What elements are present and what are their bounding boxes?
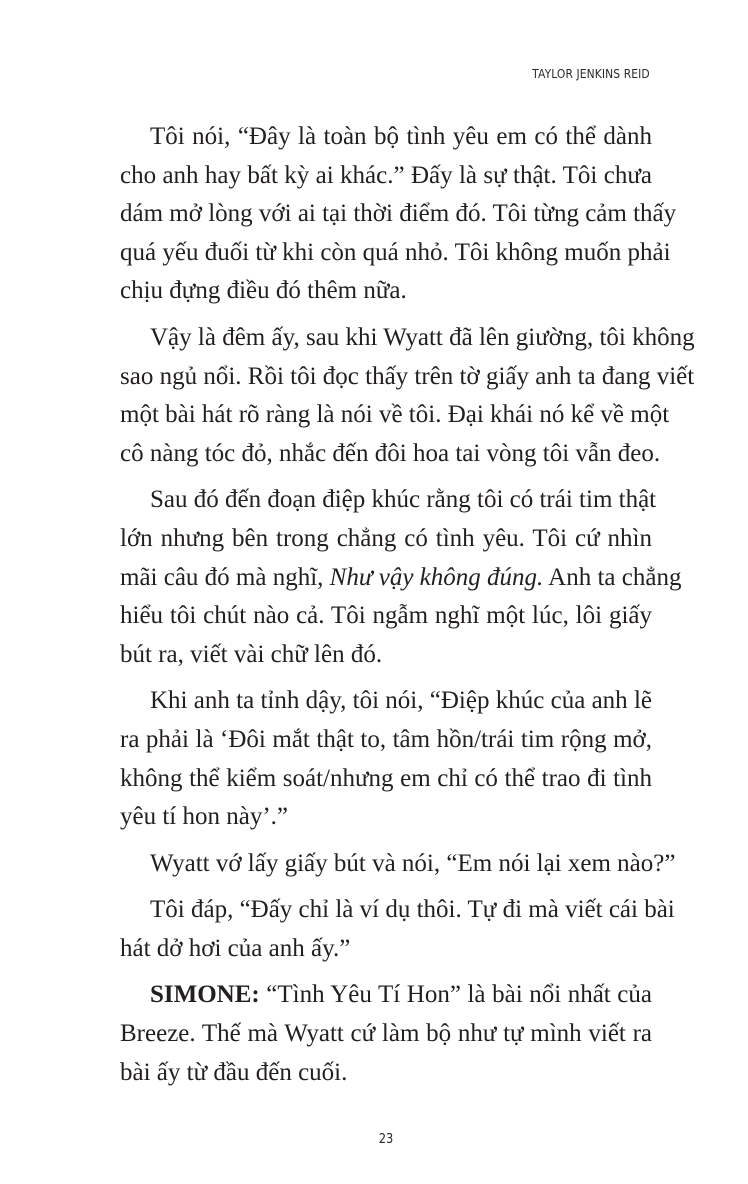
text-line: [120, 358, 695, 397]
text-segment: bài ấy từ đầu đến cuối.: [120, 1058, 348, 1086]
text-line: [120, 481, 657, 520]
text-segment: Khi anh ta tỉnh dậy, tôi nói, “Điệp khúc của anh lẽ: [150, 687, 652, 715]
text-line: [120, 845, 676, 884]
paragraph: [120, 976, 652, 1092]
text-segment: sao ngủ nổi. Rồi tôi đọc thấy trên tờ giấy anh ta đang viết: [120, 362, 695, 390]
text-line: [120, 1015, 652, 1054]
text-line: [120, 319, 695, 358]
text-line: [120, 597, 652, 636]
text-line: [120, 396, 670, 435]
paragraph: [120, 682, 652, 836]
text-segment: Anh ta chẳng: [543, 563, 682, 591]
text-line: [120, 721, 652, 760]
text-segment: cho anh hay bất kỳ ai khác.” Đấy là sự thật. Tôi chưa: [120, 161, 652, 189]
text-line: [120, 435, 661, 474]
page-number: 23: [378, 1132, 394, 1147]
text-line: [120, 636, 652, 675]
paragraph: [120, 319, 695, 473]
italic-thought: Như vậy không đúng.: [329, 563, 544, 591]
text-line: [120, 682, 652, 721]
text-segment: một bài hát rõ ràng là nói về tôi. Đại khái nó kể về một: [120, 401, 670, 429]
paragraph: [120, 481, 682, 674]
text-segment: quá yếu đuối từ khi còn quá nhỏ. Tôi không muốn phải: [120, 238, 671, 266]
text-line: [120, 118, 652, 157]
running-head-author: TAYLOR JENKINS REID: [532, 66, 650, 81]
text-segment: dám mở lòng với ai tại thời điểm đó. Tôi từng cảm thấy: [120, 200, 677, 228]
text-line: [120, 1054, 652, 1093]
text-segment: Breeze. Thế mà Wyatt cứ làm bộ như tự mình viết ra: [120, 1020, 652, 1048]
text-line: [120, 930, 652, 969]
text-line: [120, 157, 652, 196]
body-text: [120, 118, 695, 1100]
speaker-name: SIMONE:: [150, 981, 260, 1009]
text-segment: Wyatt vớ lấy giấy bút và nói, “Em nói lại xem nào?”: [150, 849, 676, 877]
text-segment: ra phải là ‘Đôi mắt thật to, tâm hồn/trái tim rộng mở,: [120, 725, 652, 753]
text-segment: lớn nhưng bên trong chẳng có tình yêu. Tôi cứ nhìn: [120, 524, 652, 552]
text-segment: hát dở hơi của anh ấy.”: [120, 934, 351, 962]
text-segment: không thể kiểm soát/nhưng em chỉ có thể trao đi tình: [120, 764, 652, 792]
text-line: [120, 760, 652, 799]
text-line: [120, 798, 652, 837]
text-segment: cô nàng tóc đỏ, nhắc đến đôi hoa tai vòng tôi vẫn đeo.: [120, 439, 661, 467]
text-segment: “Tình Yêu Tí Hon” là bài nổi nhất của: [259, 981, 652, 1009]
text-segment: hiểu tôi chút nào cả. Tôi ngẫm nghĩ một lúc, lôi giấy: [120, 602, 652, 630]
paragraph: [120, 845, 676, 884]
paragraph: [120, 118, 677, 311]
text-segment: bút ra, viết vài chữ lên đó.: [120, 640, 383, 668]
text-line: [120, 272, 652, 311]
text-segment: Tôi đáp, “Đấy chỉ là ví dụ thôi. Tự đi mà viết cái bài: [150, 896, 675, 924]
text-segment: Tôi nói, “Đây là toàn bộ tình yêu em có thể dành: [150, 123, 652, 150]
text-segment: Sau đó đến đoạn điệp khúc rằng tôi có trái tim thật: [150, 486, 657, 514]
text-segment: Vậy là đêm ấy, sau khi Wyatt đã lên giường, tôi không: [150, 323, 695, 351]
text-line: [120, 559, 682, 598]
text-segment: mãi câu đó mà nghĩ,: [120, 563, 330, 591]
text-line: [120, 520, 652, 559]
text-segment: chịu đựng điều đó thêm nữa.: [120, 277, 407, 305]
paragraph: [120, 891, 675, 968]
text-line: [120, 891, 675, 930]
text-line: [120, 195, 677, 234]
text-line: [120, 234, 671, 273]
text-line: [120, 976, 652, 1015]
text-segment: yêu tí hon này’.”: [120, 803, 289, 831]
